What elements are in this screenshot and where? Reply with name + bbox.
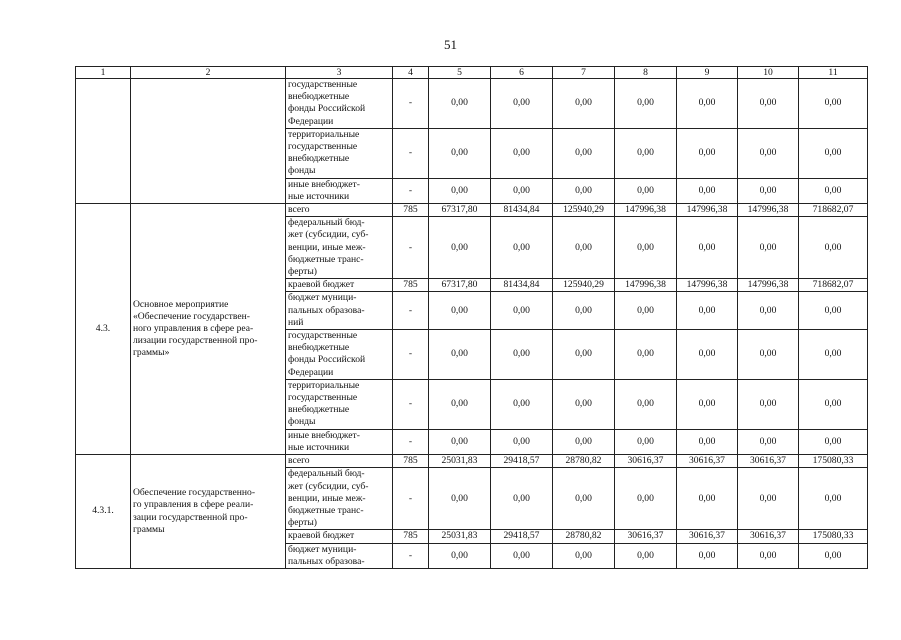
funding-source-line: федеральный бюд- xyxy=(288,217,365,229)
value-cell: 0,00 xyxy=(491,429,553,454)
header-cell: 6 xyxy=(491,67,553,79)
budget-table xyxy=(75,66,868,569)
value-cell: 147996,38 xyxy=(677,204,738,217)
measure-name-cell xyxy=(131,204,286,455)
value-cell: 0,00 xyxy=(429,217,491,279)
value-cell: 30616,37 xyxy=(738,530,799,543)
value-cell: 0,00 xyxy=(429,543,491,568)
value-cell: 0,00 xyxy=(799,128,868,178)
row-index-cell: 4.3.1. xyxy=(76,455,131,569)
header-cell: 5 xyxy=(429,67,491,79)
funding-source-line: жет (субсидии, суб- xyxy=(288,229,369,241)
value-cell: 28780,82 xyxy=(553,530,615,543)
value-cell: 0,00 xyxy=(429,292,491,330)
funding-source-cell xyxy=(286,530,393,543)
measure-name-line: го управления в сфере реали- xyxy=(133,499,254,511)
page-number: 51 xyxy=(444,37,457,52)
value-cell: 30616,37 xyxy=(615,455,677,468)
funding-source-cell xyxy=(286,128,393,178)
funding-source-line: внебюджетные xyxy=(288,91,350,103)
funding-source-line: бюджетные транс- xyxy=(288,504,364,516)
value-cell: 0,00 xyxy=(491,128,553,178)
value-cell: 0,00 xyxy=(491,292,553,330)
value-cell: 67317,80 xyxy=(429,204,491,217)
value-cell: 0,00 xyxy=(677,543,738,568)
value-cell: 125940,29 xyxy=(553,279,615,292)
value-cell: 0,00 xyxy=(615,543,677,568)
value-cell: 0,00 xyxy=(799,330,868,380)
table-row xyxy=(76,79,868,129)
code-cell: - xyxy=(393,543,429,568)
value-cell: 81434,84 xyxy=(491,204,553,217)
funding-source-line: бюджет муници- xyxy=(288,292,357,304)
value-cell: 0,00 xyxy=(491,217,553,279)
value-cell: 29418,57 xyxy=(491,455,553,468)
code-cell: - xyxy=(393,468,429,530)
funding-source-cell xyxy=(286,330,393,380)
value-cell: 0,00 xyxy=(799,429,868,454)
value-cell: 147996,38 xyxy=(738,279,799,292)
funding-source-line: внебюджетные xyxy=(288,404,350,416)
value-cell: 0,00 xyxy=(738,543,799,568)
funding-source-line: венции, иные меж- xyxy=(288,241,366,253)
value-cell: 175080,33 xyxy=(799,455,868,468)
value-cell: 30616,37 xyxy=(677,455,738,468)
value-cell: 0,00 xyxy=(553,217,615,279)
funding-source-cell xyxy=(286,79,393,129)
value-cell: 147996,38 xyxy=(738,204,799,217)
value-cell: 0,00 xyxy=(553,468,615,530)
value-cell: 25031,83 xyxy=(429,530,491,543)
header-cell: 1 xyxy=(76,67,131,79)
value-cell: 0,00 xyxy=(429,79,491,129)
value-cell: 0,00 xyxy=(738,379,799,429)
header-cell: 2 xyxy=(131,67,286,79)
value-cell: 0,00 xyxy=(553,379,615,429)
funding-source-line: бюджет муници- xyxy=(288,543,357,555)
value-cell: 0,00 xyxy=(491,178,553,203)
table-row xyxy=(76,455,868,468)
value-cell: 0,00 xyxy=(677,217,738,279)
value-cell: 0,00 xyxy=(491,543,553,568)
value-cell: 0,00 xyxy=(429,429,491,454)
funding-source-line: ферты) xyxy=(288,266,317,278)
funding-source-cell xyxy=(286,204,393,217)
value-cell: 0,00 xyxy=(553,128,615,178)
funding-source-cell xyxy=(286,178,393,203)
funding-source-line: пальных образова- xyxy=(288,555,365,567)
value-cell: 0,00 xyxy=(553,429,615,454)
funding-source-line: государственные xyxy=(288,79,358,90)
value-cell: 0,00 xyxy=(677,468,738,530)
funding-source-cell xyxy=(286,468,393,530)
funding-source-line: фонды xyxy=(288,165,316,177)
header-cell: 7 xyxy=(553,67,615,79)
measure-name-line: зации государственной про- xyxy=(133,511,248,523)
measure-name-line: ного управления в сфере реа- xyxy=(133,322,254,334)
header-cell: 11 xyxy=(799,67,868,79)
value-cell: 0,00 xyxy=(738,79,799,129)
value-cell: 0,00 xyxy=(491,330,553,380)
code-cell: - xyxy=(393,217,429,279)
funding-source-cell xyxy=(286,217,393,279)
value-cell: 0,00 xyxy=(553,178,615,203)
value-cell: 0,00 xyxy=(799,543,868,568)
funding-source-line: бюджетные транс- xyxy=(288,253,364,265)
funding-source-line: Федерации xyxy=(288,115,334,127)
funding-source-line: иные внебюджет- xyxy=(288,429,360,441)
value-cell: 0,00 xyxy=(429,468,491,530)
value-cell: 81434,84 xyxy=(491,279,553,292)
value-cell: 0,00 xyxy=(553,79,615,129)
value-cell: 0,00 xyxy=(491,468,553,530)
funding-source-line: территориальные xyxy=(288,379,360,391)
value-cell: 147996,38 xyxy=(615,279,677,292)
funding-source-cell xyxy=(286,279,393,292)
value-cell: 0,00 xyxy=(738,330,799,380)
value-cell: 67317,80 xyxy=(429,279,491,292)
header-row xyxy=(76,67,868,79)
code-cell: 785 xyxy=(393,530,429,543)
measure-name-line: Основное мероприятие xyxy=(133,298,229,310)
code-cell: 785 xyxy=(393,455,429,468)
measure-name-cell xyxy=(131,79,286,204)
funding-source-line: фонды xyxy=(288,416,316,428)
value-cell: 0,00 xyxy=(738,292,799,330)
value-cell: 0,00 xyxy=(799,379,868,429)
value-cell: 147996,38 xyxy=(677,279,738,292)
funding-source-line: краевой бюджет xyxy=(288,530,355,542)
measure-name-line: Обеспечение государственно- xyxy=(133,487,256,499)
value-cell: 0,00 xyxy=(677,330,738,380)
funding-source-line: пальных образова- xyxy=(288,304,365,316)
value-cell: 0,00 xyxy=(615,128,677,178)
value-cell: 0,00 xyxy=(553,543,615,568)
value-cell: 0,00 xyxy=(799,79,868,129)
value-cell: 0,00 xyxy=(429,330,491,380)
value-cell: 0,00 xyxy=(677,379,738,429)
value-cell: 0,00 xyxy=(491,379,553,429)
code-cell: 785 xyxy=(393,204,429,217)
value-cell: 0,00 xyxy=(738,128,799,178)
value-cell: 0,00 xyxy=(553,330,615,380)
funding-source-line: внебюджетные xyxy=(288,153,350,165)
funding-source-line: краевой бюджет xyxy=(288,279,355,291)
measure-name-cell xyxy=(131,455,286,569)
value-cell: 0,00 xyxy=(429,379,491,429)
value-cell: 28780,82 xyxy=(553,455,615,468)
funding-source-cell xyxy=(286,543,393,568)
header-cell: 10 xyxy=(738,67,799,79)
value-cell: 0,00 xyxy=(429,128,491,178)
funding-source-line: ний xyxy=(288,316,304,328)
value-cell: 0,00 xyxy=(615,330,677,380)
funding-source-line: государственные xyxy=(288,392,358,404)
funding-source-line: внебюджетные xyxy=(288,342,350,354)
funding-source-cell xyxy=(286,379,393,429)
funding-source-line: ные источники xyxy=(288,441,350,453)
value-cell: 0,00 xyxy=(615,178,677,203)
header-cell: 3 xyxy=(286,67,393,79)
value-cell: 0,00 xyxy=(677,178,738,203)
value-cell: 0,00 xyxy=(677,79,738,129)
value-cell: 0,00 xyxy=(553,292,615,330)
value-cell: 30616,37 xyxy=(615,530,677,543)
header-cell: 9 xyxy=(677,67,738,79)
header-cell: 8 xyxy=(615,67,677,79)
value-cell: 25031,83 xyxy=(429,455,491,468)
value-cell: 718682,07 xyxy=(799,279,868,292)
value-cell: 0,00 xyxy=(615,79,677,129)
funding-source-cell xyxy=(286,429,393,454)
measure-name-line: «Обеспечение государствен- xyxy=(133,310,250,322)
funding-source-line: венции, иные меж- xyxy=(288,492,366,504)
value-cell: 718682,07 xyxy=(799,204,868,217)
funding-source-line: Федерации xyxy=(288,366,334,378)
code-cell: 785 xyxy=(393,279,429,292)
value-cell: 0,00 xyxy=(738,429,799,454)
funding-source-line: всего xyxy=(288,204,310,216)
value-cell: 29418,57 xyxy=(491,530,553,543)
funding-source-line: ные источники xyxy=(288,190,350,202)
value-cell: 0,00 xyxy=(615,429,677,454)
measure-name-line: лизации государственной про- xyxy=(133,335,258,347)
value-cell: 0,00 xyxy=(615,379,677,429)
funding-source-line: территориальные xyxy=(288,128,360,140)
code-cell: - xyxy=(393,429,429,454)
value-cell: 0,00 xyxy=(491,79,553,129)
table-row xyxy=(76,204,868,217)
funding-source-line: жет (субсидии, суб- xyxy=(288,480,369,492)
value-cell: 0,00 xyxy=(799,217,868,279)
value-cell: 0,00 xyxy=(429,178,491,203)
value-cell: 0,00 xyxy=(799,292,868,330)
value-cell: 0,00 xyxy=(738,178,799,203)
measure-name-line: граммы xyxy=(133,523,165,535)
code-cell: - xyxy=(393,292,429,330)
value-cell: 147996,38 xyxy=(615,204,677,217)
code-cell: - xyxy=(393,128,429,178)
value-cell: 0,00 xyxy=(799,178,868,203)
value-cell: 0,00 xyxy=(677,128,738,178)
funding-source-line: иные внебюджет- xyxy=(288,178,360,190)
funding-source-line: государственные xyxy=(288,330,358,342)
row-index-cell: 4.3. xyxy=(76,204,131,455)
value-cell: 0,00 xyxy=(738,468,799,530)
value-cell: 125940,29 xyxy=(553,204,615,217)
funding-source-line: ферты) xyxy=(288,517,317,529)
funding-source-line: фонды Российской xyxy=(288,103,366,115)
value-cell: 0,00 xyxy=(615,217,677,279)
value-cell: 30616,37 xyxy=(677,530,738,543)
value-cell: 175080,33 xyxy=(799,530,868,543)
code-cell: - xyxy=(393,379,429,429)
value-cell: 30616,37 xyxy=(738,455,799,468)
value-cell: 0,00 xyxy=(677,429,738,454)
funding-source-line: всего xyxy=(288,455,310,467)
funding-source-line: фонды Российской xyxy=(288,354,366,366)
value-cell: 0,00 xyxy=(738,217,799,279)
funding-source-line: федеральный бюд- xyxy=(288,468,365,480)
row-index-cell xyxy=(76,79,131,204)
funding-source-line: государственные xyxy=(288,141,358,153)
value-cell: 0,00 xyxy=(615,292,677,330)
value-cell: 0,00 xyxy=(799,468,868,530)
funding-source-cell xyxy=(286,455,393,468)
value-cell: 0,00 xyxy=(615,468,677,530)
value-cell: 0,00 xyxy=(677,292,738,330)
measure-name-line: граммы» xyxy=(133,347,170,359)
code-cell: - xyxy=(393,178,429,203)
code-cell: - xyxy=(393,79,429,129)
header-cell: 4 xyxy=(393,67,429,79)
code-cell: - xyxy=(393,330,429,380)
funding-source-cell xyxy=(286,292,393,330)
